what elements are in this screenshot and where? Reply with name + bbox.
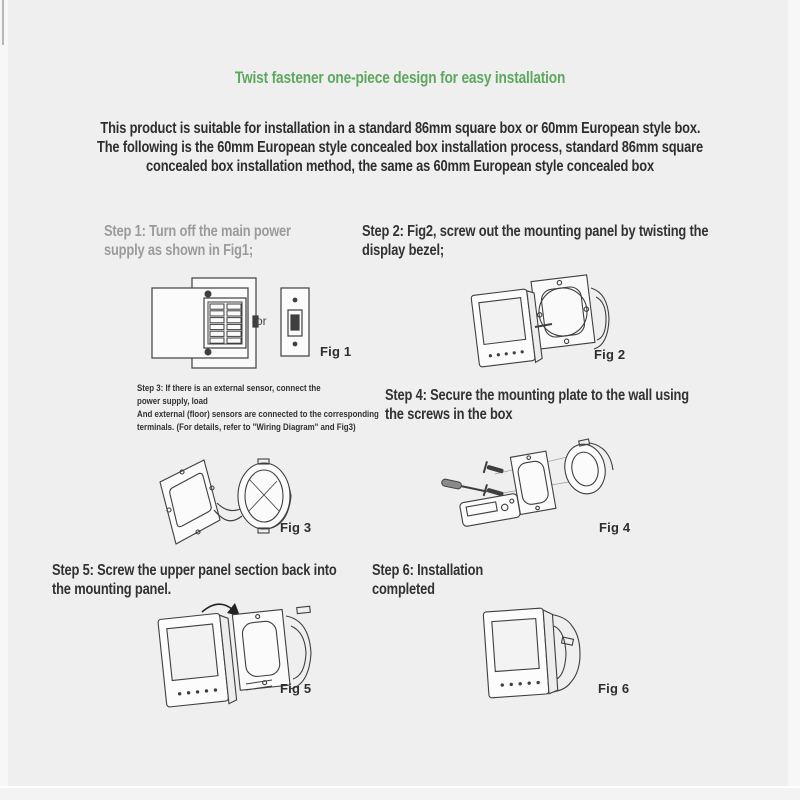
fig6-label: Fig 6 bbox=[598, 681, 630, 696]
mounting-plate-icon bbox=[160, 460, 220, 544]
page-title bbox=[0, 69, 800, 88]
thermostat-icon bbox=[483, 607, 558, 698]
round-wall-box-icon bbox=[560, 439, 613, 498]
intro-line-3: concealed box installation method, the same as 60mm European style concealed box bbox=[146, 158, 654, 175]
step-5-text: Step 5: Screw the upper panel section back into the mounting panel. bbox=[52, 562, 337, 598]
fig4-label: Fig 4 bbox=[599, 520, 631, 535]
or-label: or bbox=[256, 314, 267, 328]
step-4-text: Step 4: Secure the mounting plate to the wall using the screws in the box bbox=[385, 387, 689, 423]
screw-icon bbox=[484, 461, 505, 500]
fig2-label: Fig 2 bbox=[594, 347, 626, 362]
screwdriver-icon bbox=[441, 479, 487, 495]
scan-artifact-line bbox=[2, 0, 4, 45]
step-6-text: Step 6: Installation completed bbox=[372, 562, 484, 598]
fig1-label: Fig 1 bbox=[320, 344, 352, 359]
intro-line-1: This product is suitable for installation in a standard 86mm square box or 60mm European style box. bbox=[100, 120, 700, 137]
round-wall-box-icon bbox=[286, 606, 311, 689]
mounting-plate-icon bbox=[232, 609, 290, 690]
thermostat-icon bbox=[158, 612, 237, 710]
bottom-strip bbox=[0, 788, 800, 800]
thermostat-icon bbox=[471, 288, 543, 369]
mounting-plate-icon bbox=[531, 275, 595, 349]
fig5-illustration bbox=[150, 596, 365, 714]
fig5-label: Fig 5 bbox=[280, 681, 312, 696]
intro-line-2: The following is the 60mm European style concealed box installation process, standard 86mm square bbox=[97, 139, 703, 156]
fig3-label: Fig 3 bbox=[280, 520, 312, 535]
intro-paragraph bbox=[0, 120, 800, 177]
page-title-text: Twist fastener one-piece design for easy installation bbox=[234, 69, 566, 87]
light-switch-icon bbox=[281, 288, 309, 356]
step-2-text: Step 2: Fig2, screw out the mounting panel by twisting the display bezel; bbox=[362, 223, 709, 259]
breaker-box-icon bbox=[152, 278, 258, 368]
step-3-text: Step 3: If there is an external sensor, connect the power supply, load And external (floor) sensors are connected to the corresponding terminals. (For details, refer to "Wiring Diagram" and Fig3) bbox=[137, 383, 379, 433]
step-1-text: Step 1: Turn off the main power supply as shown in Fig1; bbox=[104, 223, 291, 259]
power-module-icon bbox=[459, 493, 520, 527]
